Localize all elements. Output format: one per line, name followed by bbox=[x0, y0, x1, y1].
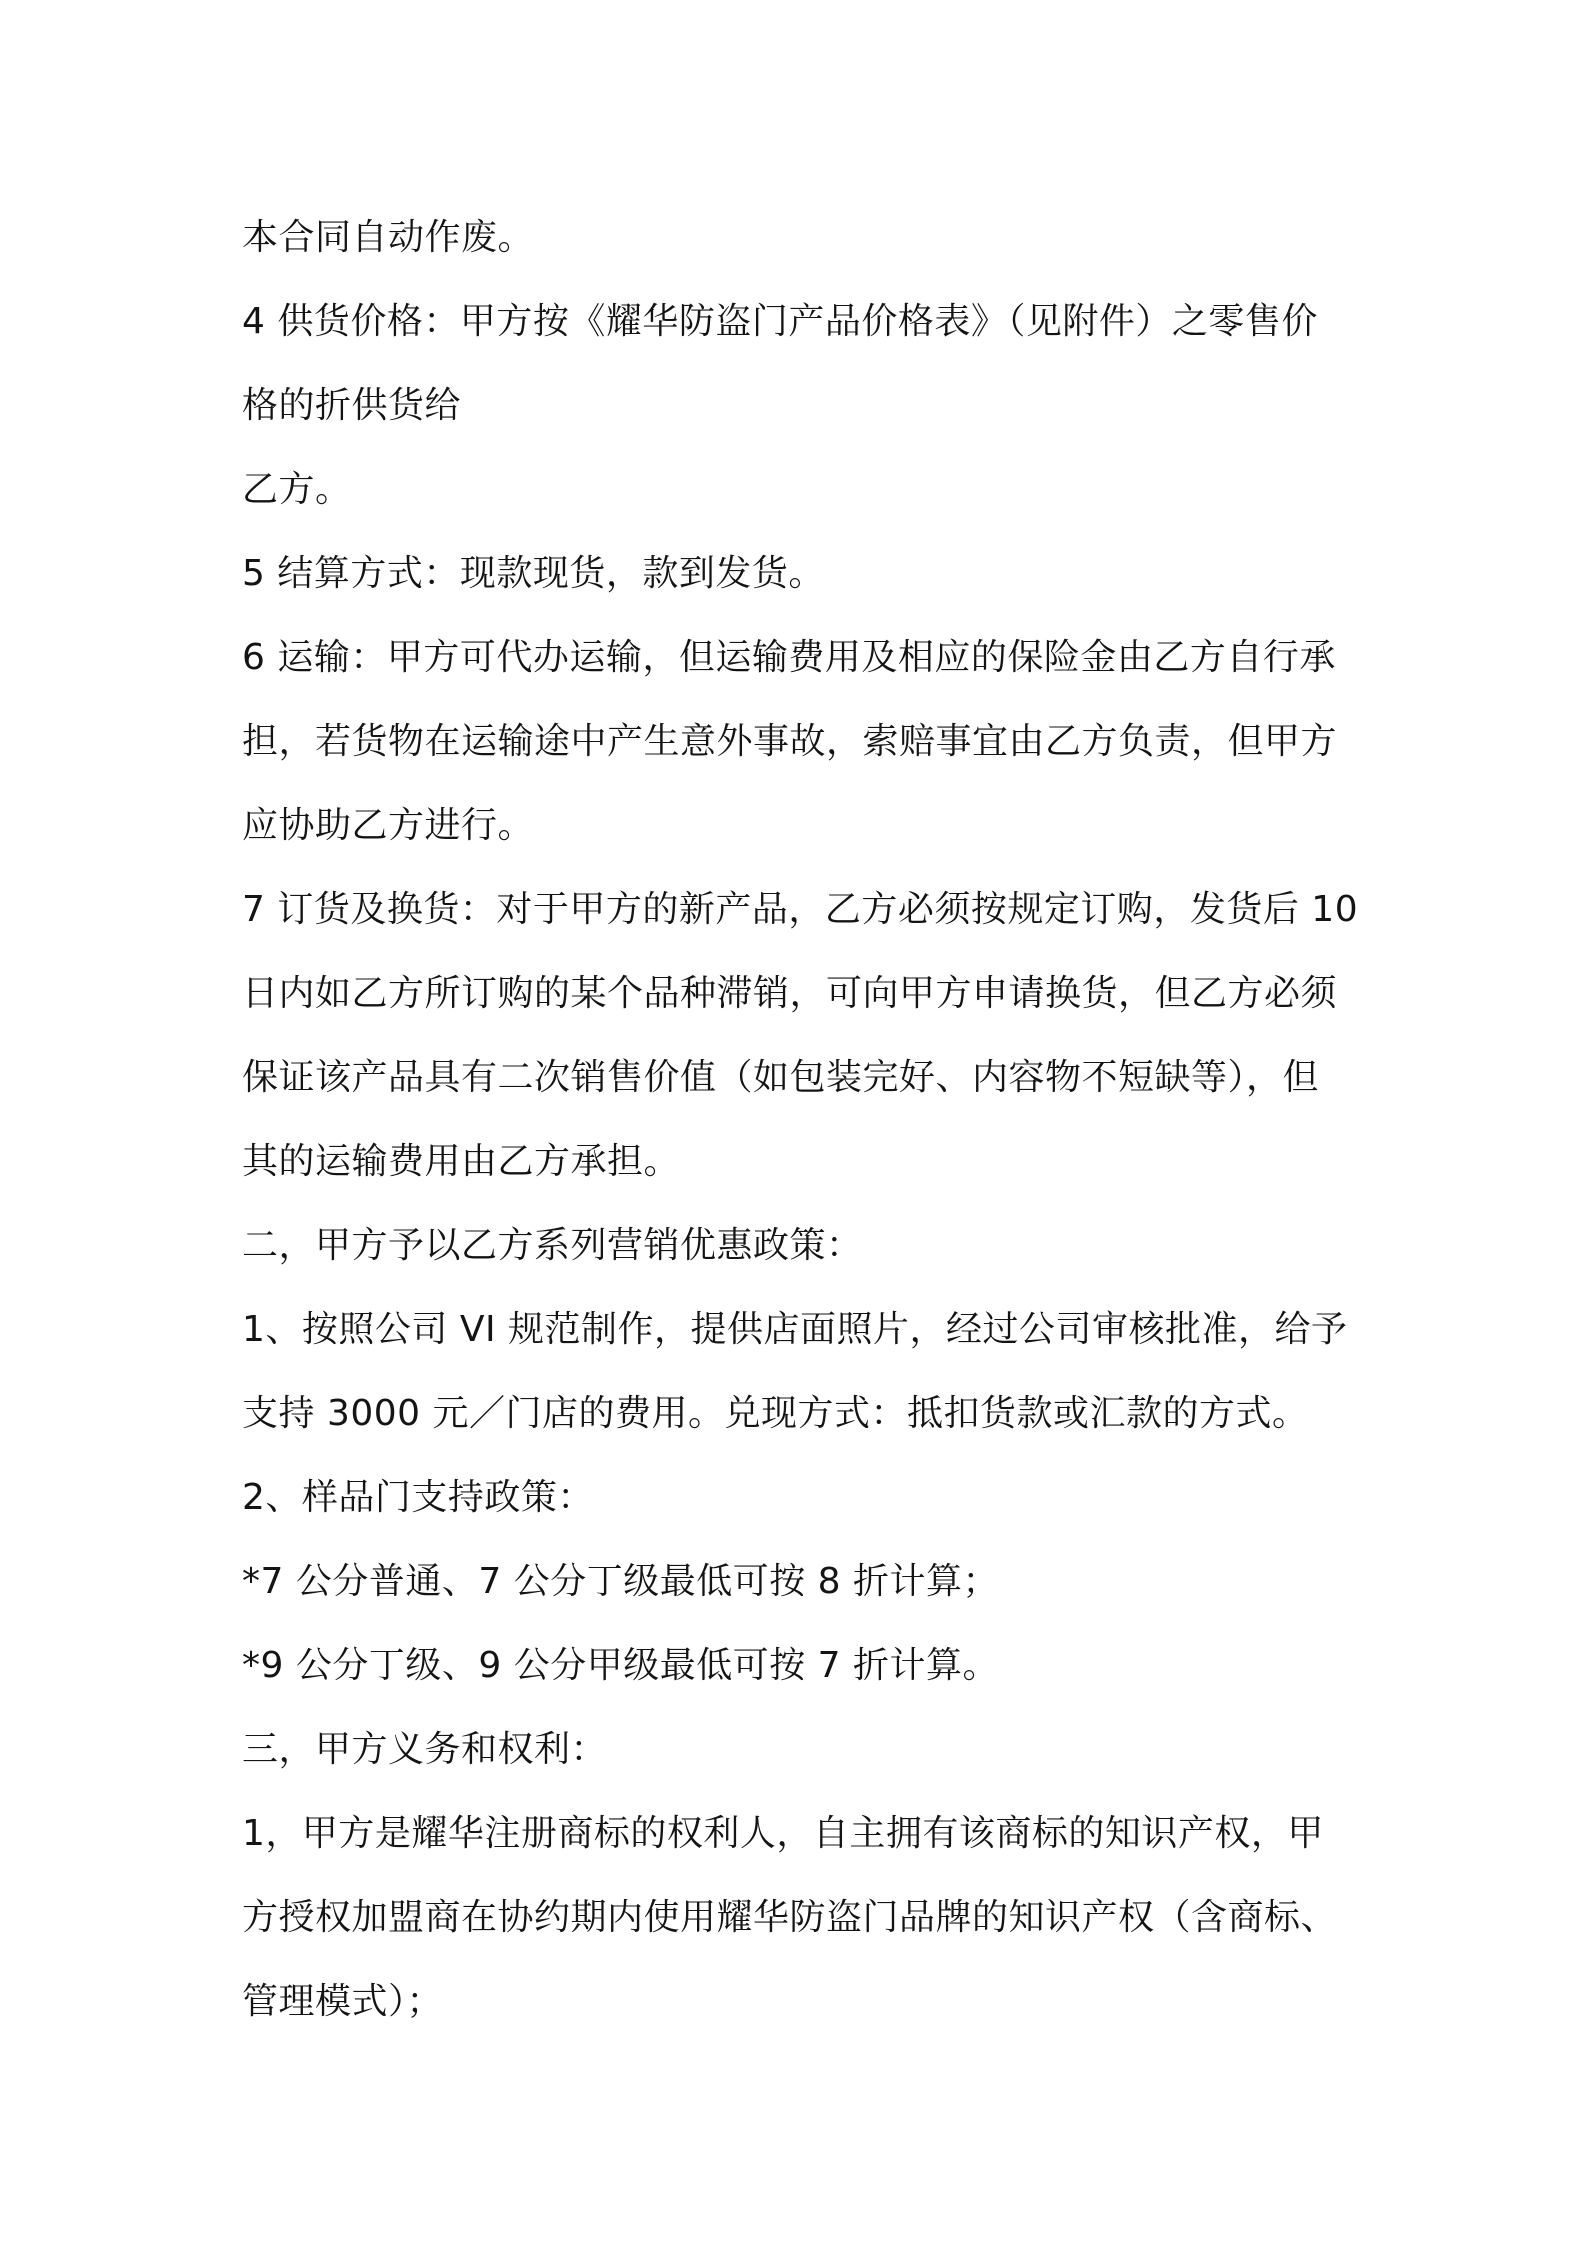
text-line: 6 运输：甲方可代办运输，但运输费用及相应的保险金由乙方自行承 bbox=[242, 637, 1336, 678]
text-line: *7 公分普通、7 公分丁级最低可按 8 折计算； bbox=[242, 1561, 999, 1602]
text-line: 担，若货物在运输途中产生意外事故，索赔事宜由乙方负责，但甲方 bbox=[242, 721, 1338, 762]
text-line: 方授权加盟商在协约期内使用耀华防盗门品牌的知识产权（含商标、 bbox=[242, 1897, 1338, 1938]
text-line: 保证该产品具有二次销售价值（如包装完好、内容物不短缺等），但 bbox=[242, 1057, 1320, 1098]
text-line: 1，甲方是耀华注册商标的权利人，自主拥有该商标的知识产权，甲 bbox=[242, 1813, 1324, 1854]
text-line: 5 结算方式：现款现货，款到发货。 bbox=[242, 553, 825, 594]
text-line: *9 公分丁级、9 公分甲级最低可按 7 折计算。 bbox=[242, 1645, 999, 1686]
text-line: 管理模式）； bbox=[242, 1981, 444, 2022]
text-line: 其的运输费用由乙方承担。 bbox=[242, 1141, 681, 1182]
text-line: 乙方。 bbox=[242, 469, 352, 510]
text-line: 7 订货及换货：对于甲方的新产品，乙方必须按规定订购，发货后 10 bbox=[242, 889, 1359, 930]
text-line: 支持 3000 元／门店的费用。兑现方式：抵扣货款或汇款的方式。 bbox=[242, 1393, 1309, 1434]
text-line: 应协助乙方进行。 bbox=[242, 805, 535, 846]
section-heading: 三，甲方义务和权利： bbox=[242, 1729, 608, 1770]
document-body bbox=[242, 196, 1362, 2044]
text-line: 格的折供货给 bbox=[242, 385, 462, 426]
section-heading: 二，甲方予以乙方系列营销优惠政策： bbox=[242, 1225, 863, 1266]
text-line: 日内如乙方所订购的某个品种滞销，可向甲方申请换货，但乙方必须 bbox=[242, 973, 1338, 1014]
text-line: 1、按照公司 VI 规范制作，提供店面照片，经过公司审核批准，给予 bbox=[242, 1309, 1348, 1350]
text-line: 4 供货价格：甲方按《耀华防盗门产品价格表》（见附件）之零售价 bbox=[242, 301, 1318, 342]
text-line: 2、样品门支持政策： bbox=[242, 1477, 594, 1518]
text-line: 本合同自动作废。 bbox=[242, 217, 535, 258]
